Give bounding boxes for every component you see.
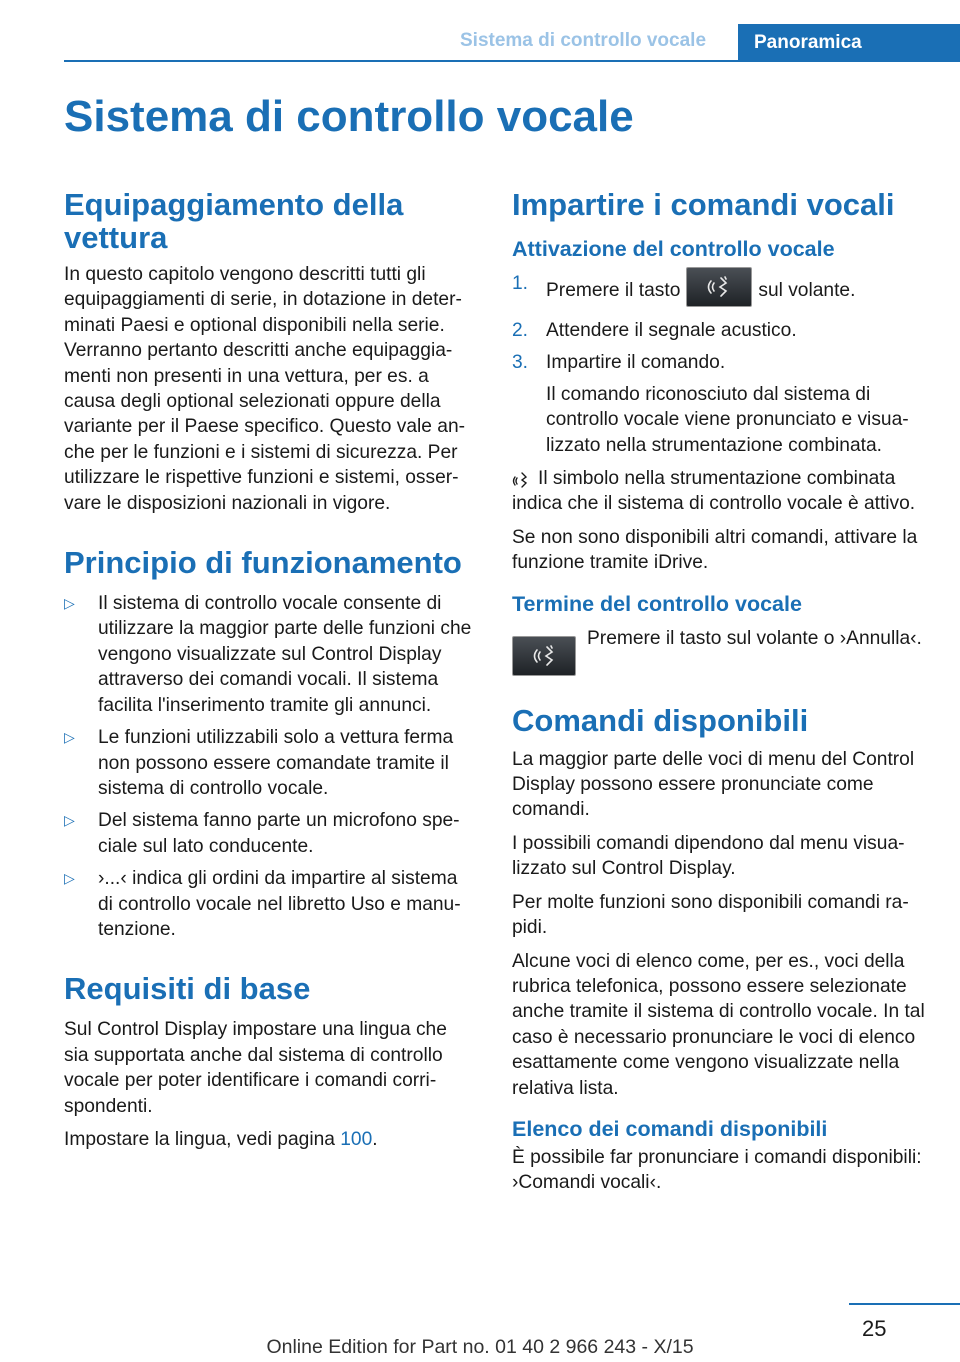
list-item: ▷ Le funzioni utilizzabili solo a vettura ferma non possono essere comandate tramite il sistema di controllo vocale. xyxy=(64,727,454,799)
footer-rule xyxy=(849,1303,960,1305)
activation-steps xyxy=(512,271,928,458)
triangle-bullet-icon: ▷ xyxy=(64,870,75,887)
header-rule xyxy=(64,60,960,62)
activation-heading: Attivazione del controllo vocale xyxy=(512,237,835,261)
available-p1: La maggior parte delle voci di menu del Control Display possono essere pronunciate come comandi. xyxy=(512,748,915,821)
end-heading: Termine del controllo vocale xyxy=(512,591,802,616)
requirements-text: Sul Control Display impostare una lingua che sia supportata anche dal sistema di controllo vocale per poter identificare i comandi corrispondenti. xyxy=(64,1019,447,1117)
list-item: ▷ ›...‹ indica gli ordini da impartire al sistema di controllo vocale nel libretto Uso e manutenzione. xyxy=(64,868,461,940)
footer-edition: Online Edition for Part no. 01 40 2 966 243 - X/15 xyxy=(266,1336,694,1358)
voice-button-icon xyxy=(512,636,576,676)
available-heading: Comandi disponibili xyxy=(512,702,809,738)
equipment-text: In questo capitolo vengono descritti tutti gli equipaggiamenti di serie, in dotazione in determinati Paesi e optional disponibili nella serie. Verranno pertanto descritti anche equipaggiamenti non presenti in una vettura, per es. a causa degli optional selezionati oppure della variante per il Paese specifico. Questo vale anche per le funzioni e i sistemi di sicurezza. Per utilizzare le rispettive funzioni e sistemi, osservare le disposizioni nazionali in vigore. xyxy=(64,264,466,514)
requirements-heading: Requisiti di base xyxy=(64,971,311,1007)
principle-list xyxy=(64,591,474,942)
symbol-text: Il simbolo nella strumentazione combinata indica che il sistema di controllo vocale è attivo. xyxy=(512,468,916,515)
left-column xyxy=(64,188,474,1160)
equipment-heading: Equipaggiamento della vettura xyxy=(64,187,404,255)
list-item: ▷ Del sistema fanno parte un microfono speciale sul lato conducente. xyxy=(64,810,460,857)
commands-heading: Impartire i comandi vocali xyxy=(512,187,895,222)
triangle-bullet-icon: ▷ xyxy=(64,595,75,612)
page-title: Sistema di controllo vocale xyxy=(64,92,634,141)
list-heading: Elenco dei comandi disponibili xyxy=(512,1116,828,1141)
triangle-bullet-icon: ▷ xyxy=(64,729,75,746)
list-text: È possibile far pronunciare i comandi disponibili: ›Comandi vocali‹. xyxy=(512,1146,922,1194)
available-p2: I possibili comandi dipendono dal menu visualizzato sul Control Display. xyxy=(512,832,905,880)
right-column xyxy=(512,188,928,1204)
page-number: 25 xyxy=(862,1316,887,1341)
list-item: ▷ Il sistema di controllo vocale consente di utilizzare la maggior parte delle funzioni che vengono visualizzate sul Control Display attraverso dei comandi vocali. Il sistema facilita l'inserimento tramite gli annunci. xyxy=(64,593,472,716)
list-item: 2. Attendere il segnale acustico. xyxy=(512,320,797,341)
list-item: 1. Premere il tasto sul volante. xyxy=(512,271,928,311)
available-p3: Per molte funzioni sono disponibili comandi rapidi. xyxy=(512,891,909,939)
header-section-title: Sistema di controllo vocale xyxy=(460,30,707,51)
principle-heading: Principio di funzionamento xyxy=(64,545,462,581)
idrive-text: Se non sono disponibili altri comandi, attivare la funzione tramite iDrive. xyxy=(512,526,918,574)
voice-button-icon xyxy=(686,267,752,307)
voice-active-icon xyxy=(512,469,532,489)
header-tab: Panoramica xyxy=(738,24,960,62)
available-p4: Alcune voci di elenco come, per es., voci della rubrica telefonica, possono essere selezionate anche tramite il sistema di controllo vocale. In tal caso è necessario pronunciare le voci di elenco esattamente come vengono visualizzate nella relativa lista. xyxy=(512,950,925,1099)
triangle-bullet-icon: ▷ xyxy=(64,812,75,829)
page-link[interactable]: 100 xyxy=(340,1128,373,1150)
end-instruction: Premere il tasto sul volante o ›Annulla‹. xyxy=(512,626,928,674)
language-reference: Impostare la lingua, vedi pagina 100. xyxy=(64,1128,378,1150)
list-item: 3. Impartire il comando. Il comando riconosciuto dal sistema di controllo vocale viene pronunciato e visualizzato nella strumentazione combinata. xyxy=(512,352,909,456)
